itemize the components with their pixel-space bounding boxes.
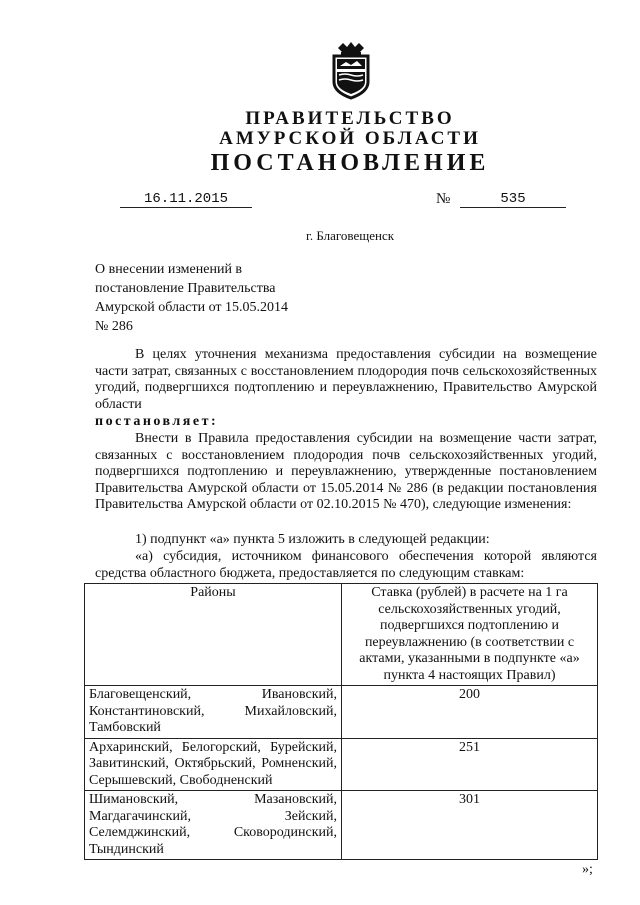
header-rate: Ставка (рублей) в расчете на 1 га сельскохозяйственных угодий, подвергшихся подтоплению и переувлажнению (в соответствии с актами, указанными в подпункте «а» пункта 4 настоящих Правил): [342, 584, 598, 686]
subject-line: О внесении изменений в: [95, 262, 243, 277]
rate-cell: 200: [342, 686, 598, 739]
table-row: [85, 738, 598, 791]
table-header-row: [85, 584, 598, 686]
main-paragraph: Внести в Правила предоставления субсидии на возмещение части затрат, связанных с восстановлением плодородия почв сельскохозяйственных угодий, подвергшихся подтоплению и переувлажнению, утвержденные постановлением Правительства Амурской области от 15.05.2014 № 286 (в редакции постановления Правительства Амурской области от 02.10.2015 № 470), следующие изменения:: [95, 431, 597, 512]
table-row: [85, 791, 598, 860]
rates-table: [84, 583, 598, 860]
districts-cell: Благовещенский, Ивановский, Константиновский, Михайловский, Тамбовский: [85, 686, 342, 739]
item-1-text: «а) субсидия, источником финансового обеспечения которой являются средства областного бюджета, предоставляется по следующим ставкам:: [95, 549, 597, 581]
rate-cell: 301: [342, 791, 598, 860]
document-number: 535: [460, 191, 566, 208]
region-title: АМУРСКОЙ ОБЛАСТИ: [219, 128, 481, 149]
city: г. Благовещенск: [305, 228, 395, 243]
header-districts: Районы: [85, 584, 342, 686]
subject-line: Амурской области от 15.05.2014: [95, 300, 288, 315]
document-type: ПОСТАНОВЛЕНИЕ: [210, 150, 490, 176]
document-date: 16.11.2015: [120, 191, 252, 208]
rate-cell: 251: [342, 738, 598, 791]
districts-cell: Шимановский, Мазановский, Магдагачинский, Зейский, Селемджинский, Сковородинский, Тындинский: [85, 791, 342, 860]
subject-line: № 286: [95, 319, 133, 334]
table-row: [85, 686, 598, 739]
resolve-word: постановляет:: [95, 414, 219, 429]
subject-line: постановление Правительства: [95, 281, 276, 296]
number-sign: №: [436, 191, 451, 207]
government-title: ПРАВИТЕЛЬСТВО: [245, 108, 455, 129]
subject-block: [95, 260, 288, 336]
coat-of-arms-icon: [330, 42, 372, 100]
intro-paragraph: В целях уточнения механизма предоставления субсидии на возмещение части затрат, связанных с восстановлением плодородия почв сельскохозяйственных угодий, подвергшихся подтоплению и переувлажнению, Правительство Амурской области: [95, 347, 597, 412]
item-1: 1) подпункт «а» пункта 5 изложить в следующей редакции:: [135, 532, 490, 547]
closing-quote: »;: [582, 862, 593, 877]
districts-cell: Архаринский, Белогорский, Бурейский, Завитинский, Октябрьский, Ромненский, Серышевский, Свободненский: [85, 738, 342, 791]
